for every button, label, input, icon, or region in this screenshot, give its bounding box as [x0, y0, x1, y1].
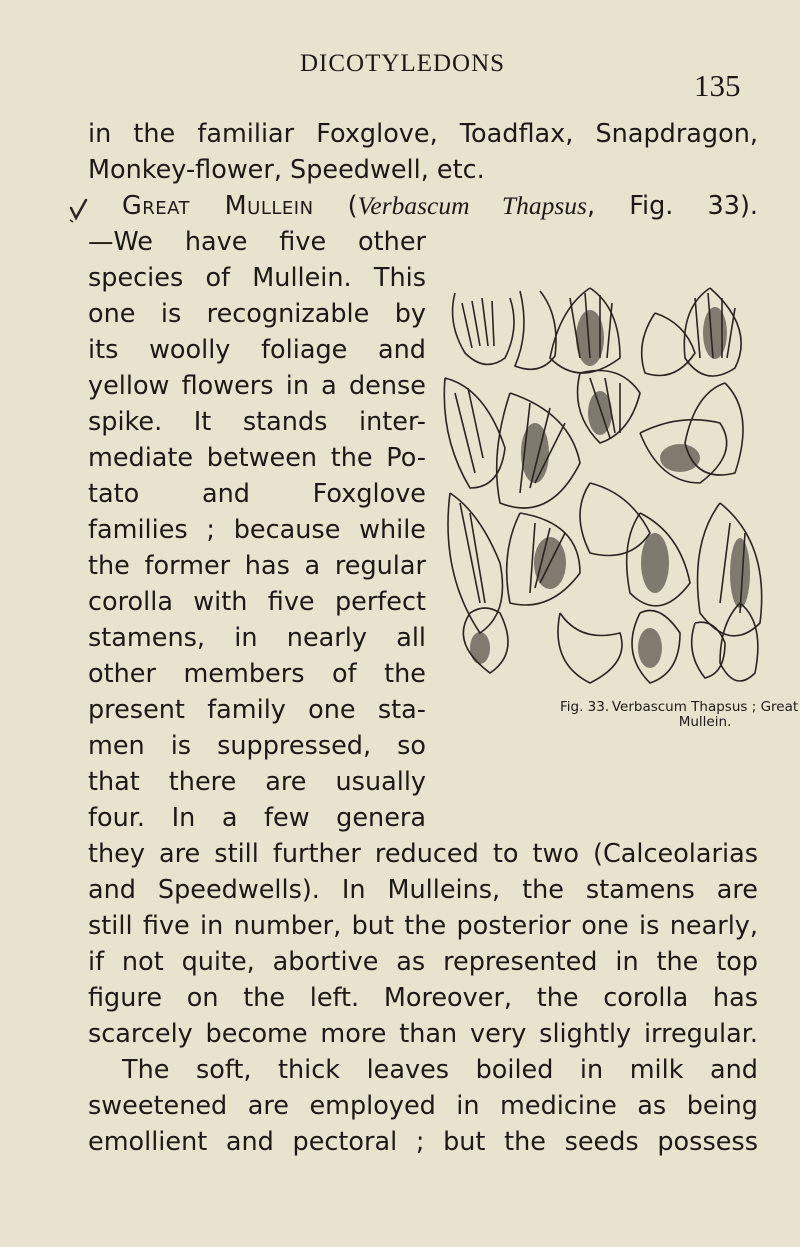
text-line: one is recognizable by — [88, 299, 426, 329]
text-line: and Speedwells). In Mulleins, the stamens are — [88, 875, 758, 905]
text-line: if not quite, abortive as represented in the top — [88, 947, 758, 977]
text-line: yellow flowers in a dense — [88, 371, 426, 401]
text-line: corolla with five perfect — [88, 587, 426, 617]
text-line: its woolly foliage and — [88, 335, 426, 365]
text-line: stamens, in nearly all — [88, 623, 426, 653]
text-line: families ; because while — [88, 515, 426, 545]
text-line: present family one sta- — [88, 695, 426, 725]
text-line: the former has a regular — [88, 551, 426, 581]
running-head: DICOTYLEDONS — [300, 50, 506, 77]
mullein-flower-illustration — [440, 283, 770, 693]
text-line: mediate between the Po- — [88, 443, 426, 473]
text-line: other members of the — [88, 659, 426, 689]
page-header — [0, 50, 800, 103]
text-line: The soft, thick leaves boiled in milk and — [122, 1055, 758, 1085]
text-line: species of Mullein. This — [88, 263, 426, 293]
latin-name: Verbascum Thapsus — [357, 191, 587, 220]
text-line: they are still further reduced to two (Calceolarias — [88, 839, 758, 869]
text-line: —We have five other — [88, 227, 426, 257]
section-heading: Great Mullein — [122, 191, 314, 221]
text-span: ( — [313, 191, 358, 221]
text-line: four. In a few genera — [88, 803, 426, 833]
text-line: in the familiar Foxglove, Toadflax, Snapdragon, — [88, 119, 758, 149]
page-number: 135 — [694, 68, 741, 103]
text-line: men is suppressed, so — [88, 731, 426, 761]
text-line: spike. It stands inter- — [88, 407, 426, 437]
text-line: sweetened are employed in medicine as being — [88, 1091, 758, 1121]
text-line: that there are usually — [88, 767, 426, 797]
text-line: still five in number, but the posterior one is nearly, — [88, 911, 758, 941]
text-line: Monkey-flower, Speedwell, etc. — [88, 155, 485, 185]
text-line: scarcely become more than very slightly irregular. — [88, 1019, 758, 1049]
figure-number: Fig. 33. — [560, 699, 610, 715]
text-span: , Fig. 33). — [586, 191, 759, 221]
text-line: tato and Foxglove — [88, 479, 426, 509]
check-mark-annotation — [68, 198, 88, 224]
text-line: emollient and pectoral ; but the seeds possess — [88, 1127, 758, 1157]
text-line: figure on the left. Moreover, the corolla has — [88, 983, 758, 1013]
figure-caption: Verbascum Thapsus ; Great Mullein. — [611, 699, 799, 730]
section-heading-line — [88, 188, 758, 224]
